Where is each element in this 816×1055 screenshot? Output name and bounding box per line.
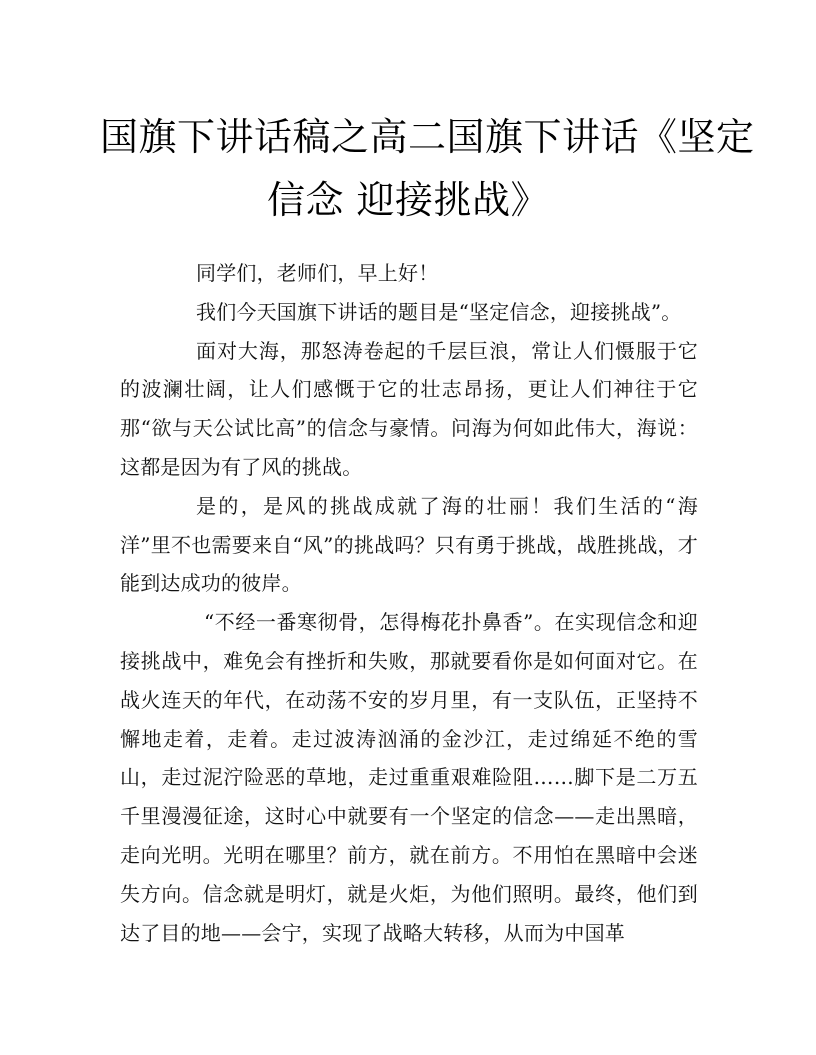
paragraph-topic: 我们今天国旗下讲话的题目是“坚定信念，迎接挑战”。 (196, 299, 682, 324)
title-line-1: 国旗下讲话稿之高二国旗下讲话《坚定 (100, 115, 755, 159)
document-body (120, 254, 698, 952)
paragraph-long-march: “不经一番寒彻骨，怎得梅花扑鼻香”。在实现信念和迎接挑战中，难免会有挫折和失败，那就要看你是如何面对它。在战火连天的年代，在动荡不安的岁月里，有一支队伍，正坚持不懈地走着，走着。走过波涛汹涌的金沙江，走过绵延不绝的雪山，走过泥泞险恶的草地，走过重重艰难险阻……脚下是二万五千里漫漫征途，这时心中就要有一个坚定的信念——走出黑暗，走向光明。光明在哪里？前方，就在前方。不用怕在黑暗中会迷失方向。信念就是明灯，就是火炬，为他们照明。最终，他们到达了目的地——会宁，实现了战略大转移，从而为中国革 (120, 610, 698, 945)
title-line-2: 信念 迎接挑战》 (266, 178, 550, 222)
paragraph-greeting: 同学们，老师们，早上好！ (196, 261, 439, 285)
paragraph-wind: 是的，是风的挑战成就了海的壮丽！我们生活的“海洋”里不也需要来自“风”的挑战吗？只有勇于挑战，战胜挑战，才能到达成功的彼岸。 (120, 493, 698, 596)
paragraph-sea: 面对大海，那怒涛卷起的千层巨浪，常让人们慑服于它的波澜壮阔，让人们感慨于它的壮志昂扬，更让人们神往于它那“欲与天公试比高”的信念与豪情。问海为何如此伟大，海说：这都是因为有了风的挑战。 (120, 338, 698, 479)
document-title (100, 106, 755, 232)
